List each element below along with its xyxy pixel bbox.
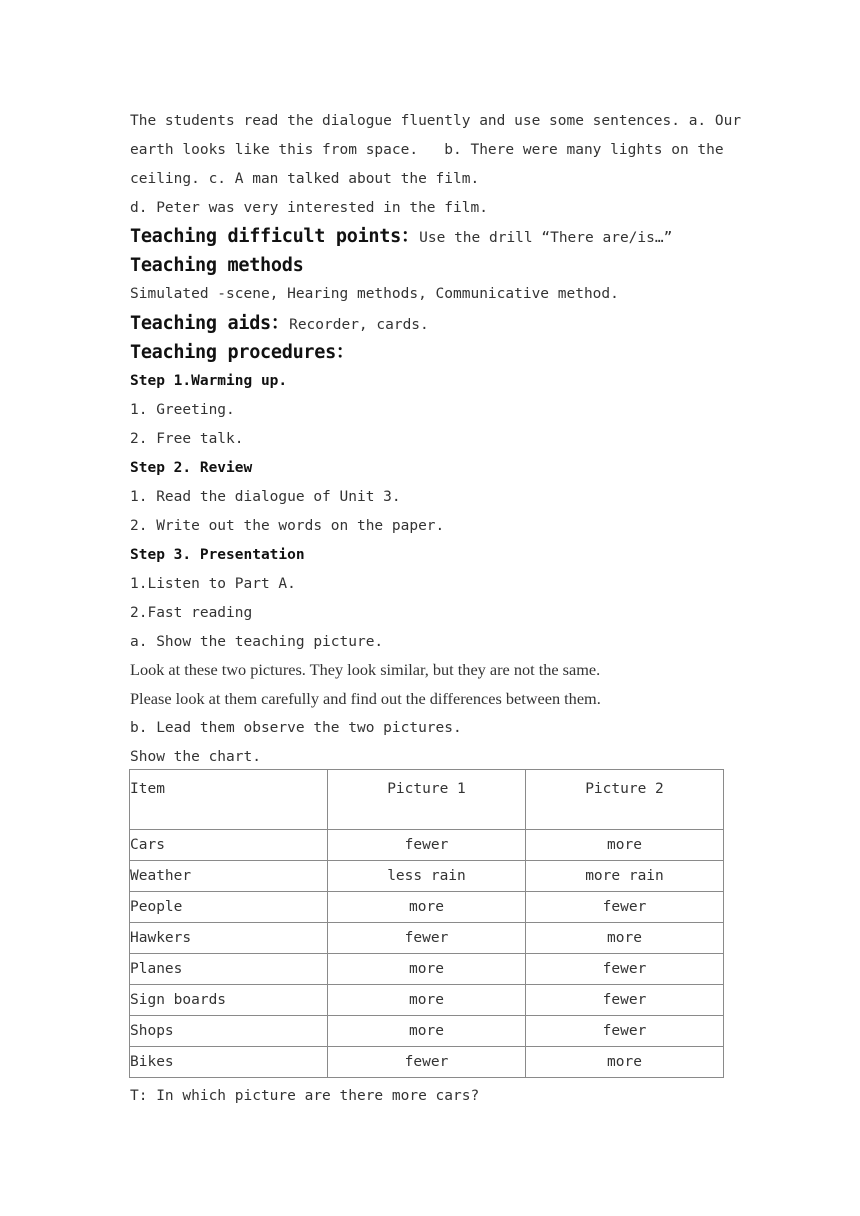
step3-prose-1: Look at these two pictures. They look similar, but they are not the same. [130,660,601,679]
methods-heading: Teaching methods [130,255,304,276]
row-item: People [130,892,328,923]
row-picture-1: more [328,954,526,985]
table-row [130,954,724,985]
teacher-question: T: In which picture are there more cars? [130,1088,480,1104]
procedures-heading: Teaching procedures： [130,342,355,363]
row-picture-2: more [526,923,724,954]
row-picture-2: more [526,830,724,861]
comparison-table [129,769,724,1078]
table-row [130,1016,724,1047]
step3-item-2: 2.Fast reading [130,605,253,621]
step2-item-2: 2. Write out the words on the paper. [130,518,445,534]
row-picture-2: fewer [526,892,724,923]
intro-line-3: ceiling. c. A man talked about the film. [130,171,480,187]
table-row [130,830,724,861]
row-item: Hawkers [130,923,328,954]
row-item: Cars [130,830,328,861]
step2-item-1: 1. Read the dialogue of Unit 3. [130,489,401,505]
step3-after-2: Show the chart. [130,749,261,765]
intro-line-2: earth looks like this from space. b. There were many lights on the [130,142,724,158]
table-row [130,892,724,923]
table-header-row [130,770,724,830]
row-picture-1: more [328,985,526,1016]
step1-title: Step 1.Warming up. [130,373,288,389]
row-picture-2: more [526,1047,724,1078]
step3-title: Step 3. Presentation [130,547,305,563]
row-picture-1: more [328,892,526,923]
step1-item-1: 1. Greeting. [130,402,235,418]
row-picture-1: fewer [328,1047,526,1078]
table-row [130,1047,724,1078]
row-picture-2: fewer [526,1016,724,1047]
row-picture-1: less rain [328,861,526,892]
row-picture-2: fewer [526,985,724,1016]
row-item: Bikes [130,1047,328,1078]
step1-item-2: 2. Free talk. [130,431,244,447]
intro-line-4: d. Peter was very interested in the film. [130,200,488,216]
row-picture-1: fewer [328,923,526,954]
row-item: Shops [130,1016,328,1047]
row-picture-2: fewer [526,954,724,985]
row-item: Weather [130,861,328,892]
step3-item-1: 1.Listen to Part A. [130,576,296,592]
aids-text: Recorder, cards. [289,317,429,333]
step2-title: Step 2. Review [130,460,253,476]
difficult-points-heading [130,225,672,250]
step3-after-1: b. Lead them observe the two pictures. [130,720,462,736]
table-row [130,985,724,1016]
methods-text: Simulated -scene, Hearing methods, Communicative method. [130,286,619,302]
aids-label: Teaching aids： [130,313,290,334]
row-picture-2: more rain [526,861,724,892]
intro-line-1: The students read the dialogue fluently and use some sentences. a. Our [130,113,742,129]
row-picture-1: fewer [328,830,526,861]
header-picture-2: Picture 2 [526,770,724,830]
table-row [130,861,724,892]
step3-item-3: a. Show the teaching picture. [130,634,384,650]
difficult-points-text: Use the drill “There are/is…” [419,230,673,246]
difficult-points-label: Teaching difficult points： [130,226,420,247]
row-item: Sign boards [130,985,328,1016]
header-picture-1: Picture 1 [328,770,526,830]
row-item: Planes [130,954,328,985]
step3-prose-2: Please look at them carefully and find out the differences between them. [130,689,601,708]
header-item: Item [130,770,328,830]
table-row [130,923,724,954]
aids-heading [130,312,429,337]
row-picture-1: more [328,1016,526,1047]
